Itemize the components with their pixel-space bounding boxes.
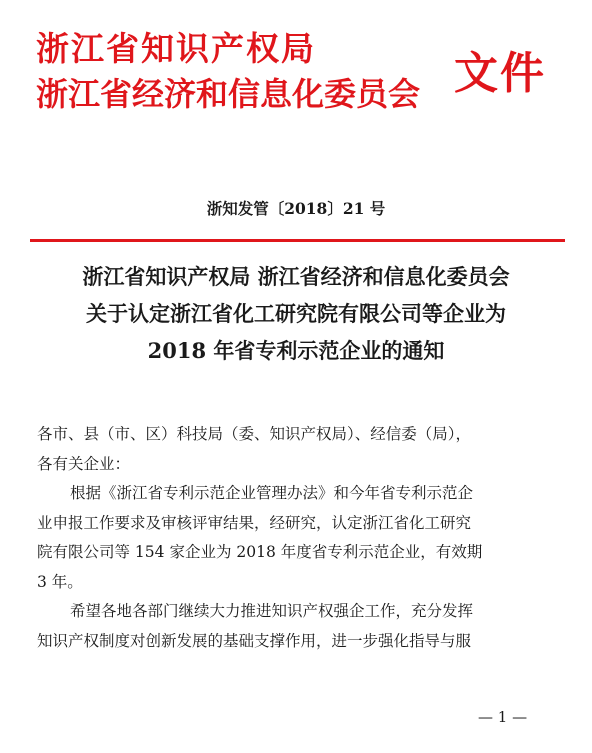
title-line-2: 关于认定浙江省化工研究院有限公司等企业为 [86,301,506,326]
title-line-3: 2018 年省专利示范企业的通知 [147,338,445,363]
issuer-name-2: 浙江省经济和信息化委员会 [36,75,421,113]
addressee-line-2: 各有关企业： [37,454,131,473]
paragraph-1-line-4: 3 年。 [37,572,83,591]
document-body [37,420,557,656]
title-line-1: 浙江省知识产权局 浙江省经济和信息化委员会 [82,264,510,289]
red-divider [30,239,565,242]
paragraph-1-line-2: 业申报工作要求及审核评审结果，经研究，认定浙江省化工研究 [37,513,472,532]
document-number: 浙知发管〔2018〕21 号 [206,199,386,218]
page-number: — 1 — [478,708,528,726]
paragraph-1-line-1: 根据《浙江省专利示范企业管理办法》和今年省专利示范企 [70,484,474,502]
document-header [30,18,570,128]
document-type-label: 文件 [454,48,546,99]
paragraph-2-line-2: 知识产权制度对创新发展的基础支撑作用，进一步强化指导与服 [37,631,472,650]
addressee-line-1: 各市、县（市、区）科技局（委、知识产权局）、经信委（局）， [37,425,472,443]
paragraph-1-line-3: 院有限公司等 154 家企业为 2018 年度省专利示范企业，有效期 [37,543,483,561]
paragraph-2-line-1: 希望各地各部门继续大力推进知识产权强企工作，充分发挥 [70,602,474,620]
document-title [0,258,592,369]
issuer-name-1: 浙江省知识产权局 [36,29,316,68]
